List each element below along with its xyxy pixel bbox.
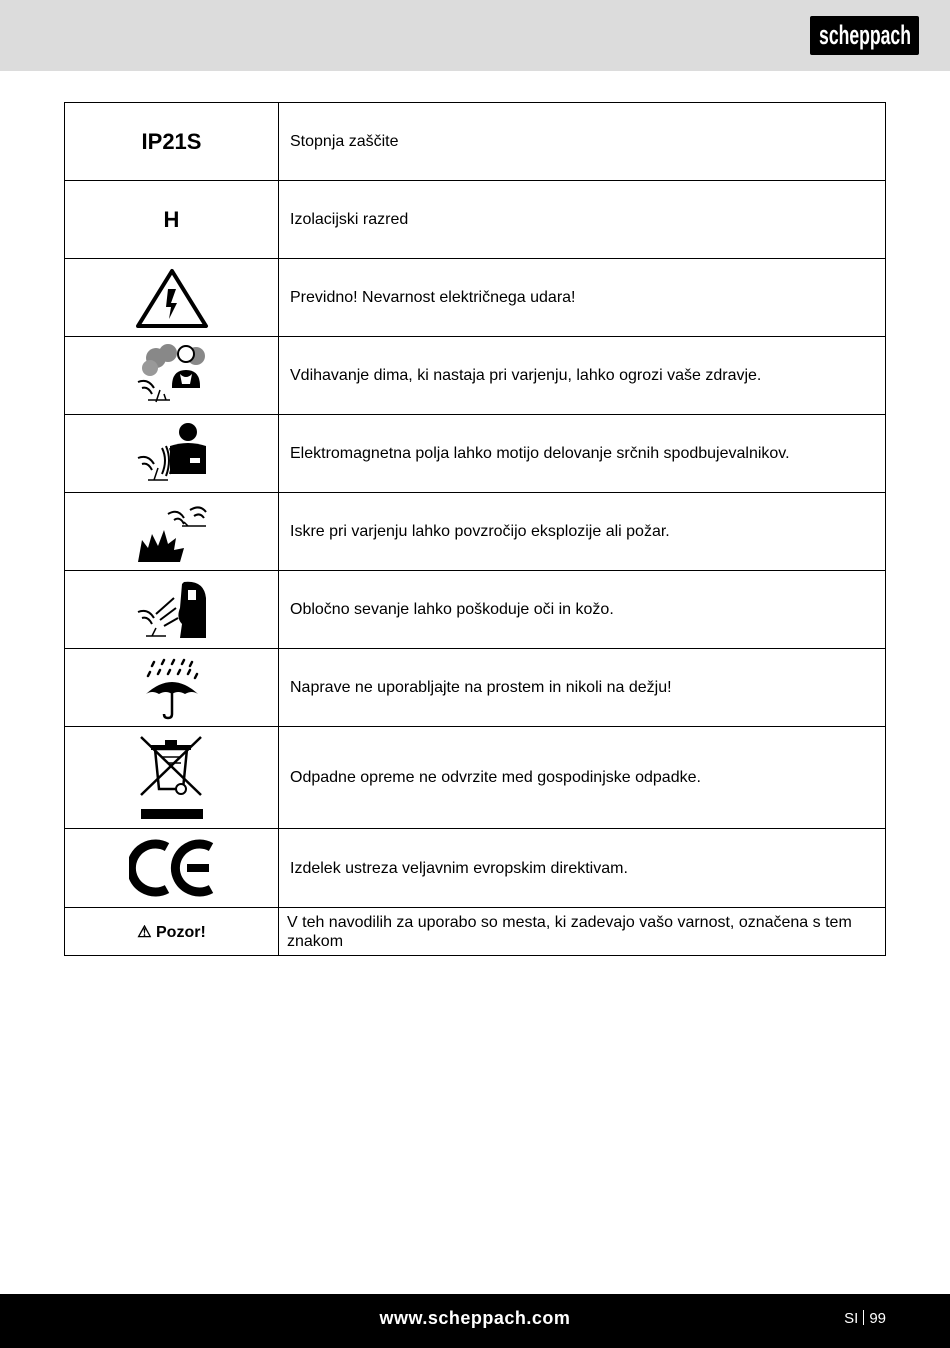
weee-bin-icon (139, 735, 205, 821)
page-info (844, 1310, 886, 1327)
page-number: 99 (869, 1310, 886, 1327)
electric-hazard-icon (135, 267, 209, 329)
table-row (65, 181, 886, 259)
table-row (65, 415, 886, 493)
page-separator (863, 1310, 864, 1325)
table-row (65, 493, 886, 571)
table-row (65, 571, 886, 649)
footer-url[interactable]: www.scheppach.com (379, 1308, 571, 1328)
row-description: Izdelek ustreza veljavnim evropskim direktivam. (279, 829, 886, 908)
table-row (65, 337, 886, 415)
brand-name: scheppach (818, 20, 911, 50)
sparks-explosion-icon (134, 500, 210, 564)
arc-radiation-icon (134, 578, 210, 642)
ce-mark-icon (129, 837, 215, 899)
language-code: SI (844, 1310, 859, 1327)
row-description: Previdno! Nevarnost električnega udara! (279, 259, 886, 337)
row-description: Stopnja zaščite (279, 103, 886, 181)
row-description: Odpadne opreme ne odvrzite med gospodinjske odpadke. (279, 727, 886, 829)
row-description: V teh navodilih za uporabo so mesta, ki zadevajo vašo varnost, označena s tem znakom (279, 908, 886, 956)
table-row (65, 103, 886, 181)
insulation-class-code: H (163, 206, 180, 232)
table-row (65, 727, 886, 829)
welding-fumes-icon (134, 344, 210, 408)
row-description: Naprave ne uporabljajte na prostem in nikoli na dežju! (279, 649, 886, 727)
table-row (65, 908, 886, 956)
row-description: Elektromagnetna polja lahko motijo delovanje srčnih spodbujevalnikov. (279, 415, 886, 493)
brand-logo (810, 16, 919, 55)
electromagnetic-field-icon (134, 422, 210, 486)
row-description: Obločno sevanje lahko poškoduje oči in kožo. (279, 571, 886, 649)
table-row (65, 649, 886, 727)
row-description: Izolacijski razred (279, 181, 886, 259)
rain-umbrella-icon (142, 656, 202, 720)
symbols-table (64, 102, 886, 956)
row-description: Vdihavanje dima, ki nastaja pri varjenju, lahko ogrozi vaše zdravje. (279, 337, 886, 415)
table-row (65, 259, 886, 337)
protection-class-code: IP21S (141, 128, 202, 154)
footer-bar (0, 1294, 950, 1348)
header-bar (0, 0, 950, 71)
warning-label: ⚠ Pozor! (137, 923, 206, 941)
table-row (65, 829, 886, 908)
row-description: Iskre pri varjenju lahko povzročijo eksplozije ali požar. (279, 493, 886, 571)
